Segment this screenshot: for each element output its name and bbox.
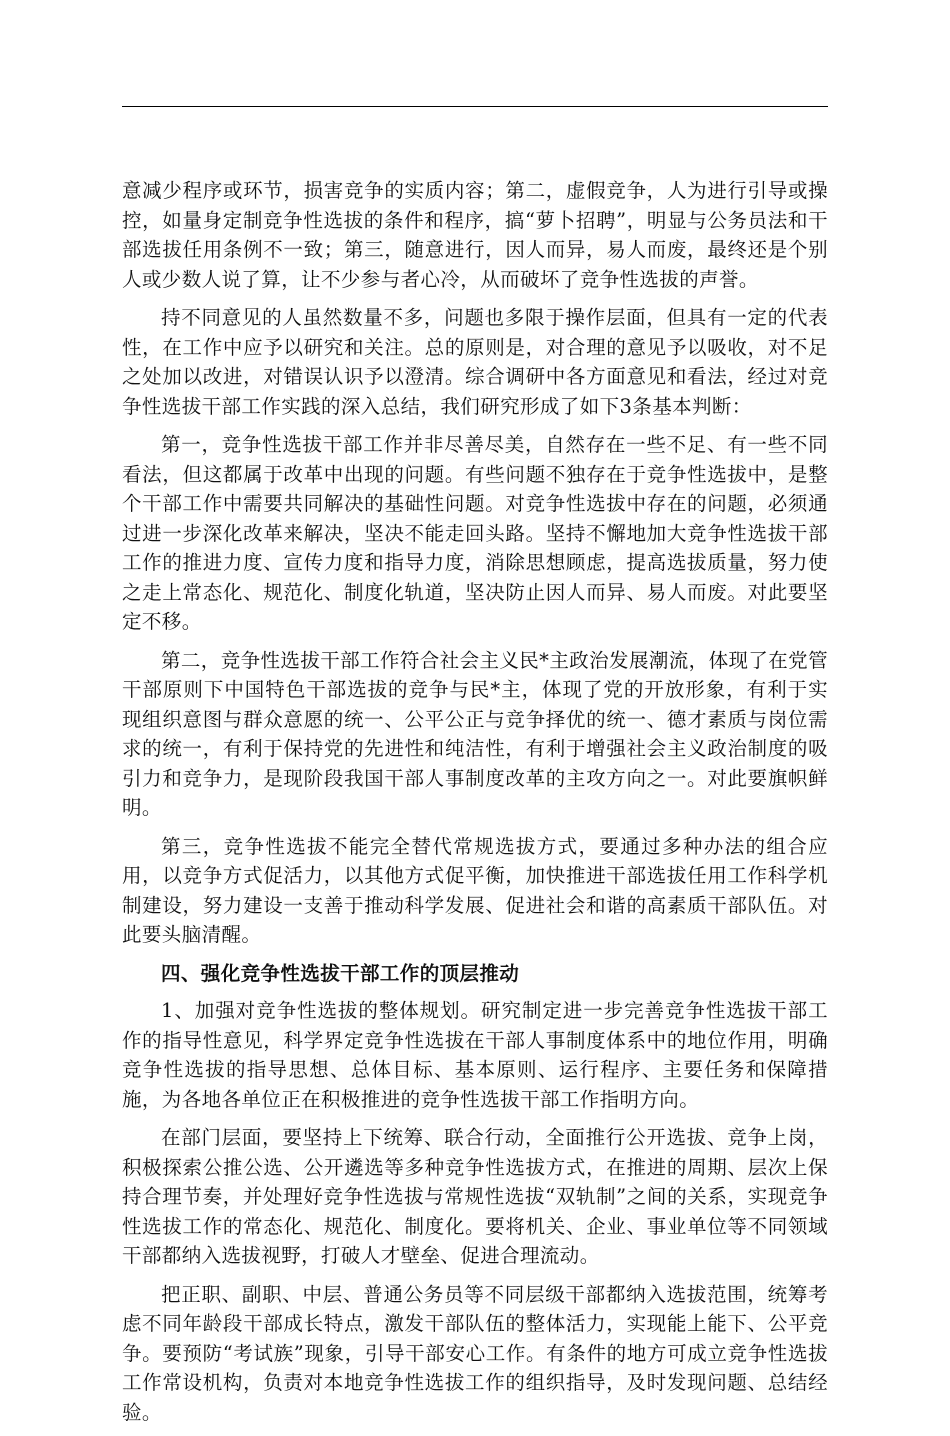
paragraph-all-levels: 把正职、副职、中层、普通公务员等不同层级干部都纳入选拔范围，统筹考虑不同年龄段干部成长特点，激发干部队伍的整体活力，实现能上能下、公平竞争。要预防“考试族”现象，引导干部安心工作。有条件的地方可成立竞争性选拔工作常设机构，负责对本地竞争性选拔工作的组织指导，及时发现问题、总结经验。 [122,1282,828,1424]
paragraph-judgment-third: 第三，竞争性选拔不能完全替代常规选拔方式，要通过多种办法的组合应用，以竞争方式促活力，以其他方式促平衡，加快推进干部选拔任用工作科学机制建设，努力建设一支善于推动科学发展、促进社会和谐的高素质干部队伍。对此要头脑清醒。 [122,834,828,946]
paragraph-department-level: 在部门层面，要坚持上下统筹、联合行动，全面推行公开选拔、竞争上岗，积极探索公推公选、公开遴选等多种竞争性选拔方式，在推进的周期、层次上保持合理节奏，并处理好竞争性选拔与常规性选拔“双轨制”之间的关系，实现竞争性选拔工作的常态化、规范化、制度化。要将机关、企业、事业单位等不同领域干部都纳入选拔视野，打破人才壁垒、促进合理流动。 [122,1126,828,1267]
paragraph-overall-planning: 1、加强对竞争性选拔的整体规划。研究制定进一步完善竞争性选拔干部工作的指导性意见，科学界定竞争性选拔在干部人事制度体系中的地位作用，明确竞争性选拔的指导思想、总体目标、基本原则、运行程序、主要任务和保障措施，为各地各单位正在积极推进的竞争性选拔干部工作指明方向。 [122,999,828,1111]
paragraph-continuation: 意减少程序或环节，损害竞争的实质内容；第二，虚假竞争，人为进行引导或操控，如量身定制竞争性选拔的条件和程序，搞“萝卜招聘”，明显与公务员法和干部选拔任用条例不一致；第三，随意进行，因人而异，易人而废，最终还是个别人或少数人说了算，让不少参与者心冷，从而破坏了竞争性选拔的声誉。 [122,179,828,291]
document-body [122,176,828,1436]
paragraph-judgment-second: 第二，竞争性选拔干部工作符合社会主义民*主政治发展潮流，体现了在党管干部原则下中国特色干部选拔的竞争与民*主，体现了党的开放形象，有利于实现组织意图与群众意愿的统一、公平公正与竞争择优的统一、德才素质与岗位需求的统一，有利于保持党的先进性和纯洁性，有利于增强社会主义政治制度的吸引力和竞争力，是现阶段我国干部人事制度改革的主攻方向之一。对此要旗帜鲜明。 [122,648,828,819]
paragraph-judgment-first: 第一，竞争性选拔干部工作并非尽善尽美，自然存在一些不足、有一些不同看法，但这都属于改革中出现的问题。有些问题不独存在于竞争性选拔中，是整个干部工作中需要共同解决的基础性问题。对竞争性选拔中存在的问题，必须通过进一步深化改革来解决，坚决不能走回头路。坚持不懈地加大竞争性选拔干部工作的推进力度、宣传力度和指导力度，消除思想顾虑，提高选拔质量，努力使之走上常态化、规范化、制度化轨道，坚决防止因人而异、易人而废。对此要坚定不移。 [122,433,828,633]
header-rule [122,106,828,107]
section-heading-4: 四、强化竞争性选拔干部工作的顶层推动 [161,961,520,985]
paragraph-dissent-principles: 持不同意见的人虽然数量不多，问题也多限于操作层面，但具有一定的代表性，在工作中应予以研究和关注。总的原则是，对合理的意见予以吸收，对不足之处加以改进，对错误认识予以澄清。综合调研中各方面意见和看法，经过对竞争性选拔干部工作实践的深入总结，我们研究形成了如下3条基本判断： [122,306,828,418]
